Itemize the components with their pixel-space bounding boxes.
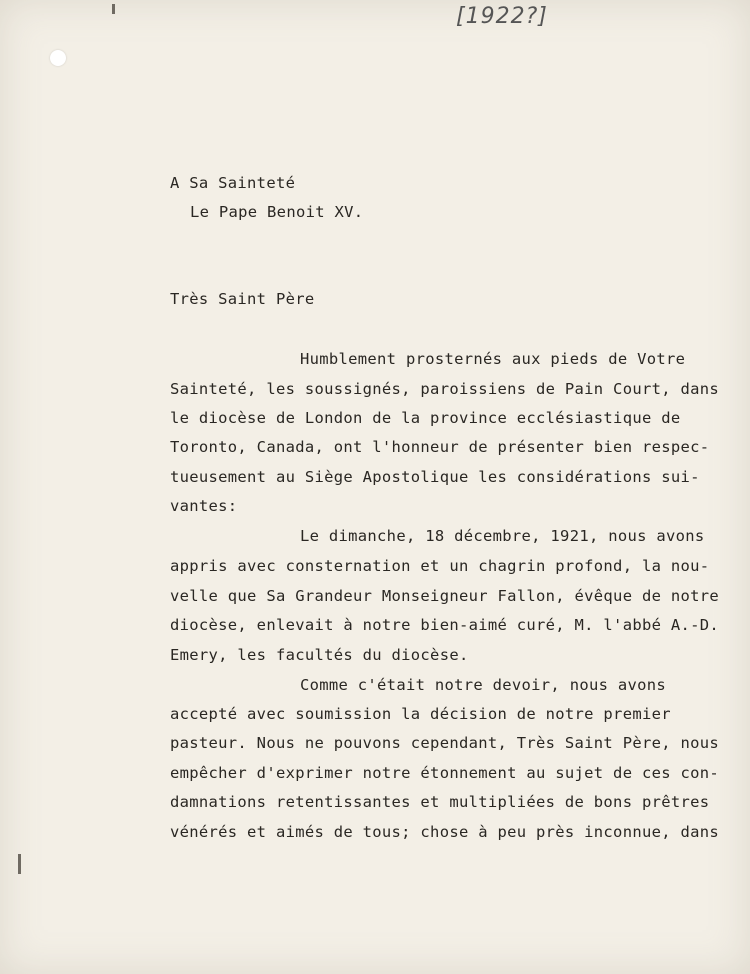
body-line: appris avec consternation et un chagrin profond, la nou- [170, 557, 710, 575]
body-line: Comme c'était notre devoir, nous avons [300, 676, 667, 694]
body-line: Toronto, Canada, ont l'honneur de présenter bien respec- [170, 438, 710, 456]
margin-mark [18, 854, 21, 874]
body-line: diocèse, enlevait à notre bien-aimé curé, M. l'abbé A.-D. [170, 616, 720, 634]
body-line: empêcher d'exprimer notre étonnement au sujet de ces con- [170, 764, 720, 782]
body-line: Le dimanche, 18 décembre, 1921, nous avons [300, 527, 705, 545]
body-line: pasteur. Nous ne pouvons cependant, Très Saint Père, nous [170, 734, 720, 752]
body-line: Humblement prosternés aux pieds de Votre [300, 350, 686, 368]
body-line: velle que Sa Grandeur Monseigneur Fallon, évêque de notre [170, 587, 720, 605]
punch-hole [50, 50, 66, 66]
body-line: tueusement au Siège Apostolique les considérations sui- [170, 468, 700, 486]
body-line: vénérés et aimés de tous; chose à peu près inconnue, dans [170, 823, 720, 841]
addressee-line-1: A Sa Sainteté [170, 174, 296, 192]
archival-annotation: [1922?] [456, 4, 548, 29]
body-line: Emery, les facultés du diocèse. [170, 646, 469, 664]
greeting: Très Saint Père [170, 290, 315, 308]
body-line: le diocèse de London de la province ecclésiastique de [170, 409, 681, 427]
addressee-line-2: Le Pape Benoit XV. [190, 203, 364, 221]
body-line: accepté avec soumission la décision de notre premier [170, 705, 671, 723]
margin-mark [112, 4, 115, 14]
body-line: damnations retentissantes et multipliées de bons prêtres [170, 793, 710, 811]
body-line: Sainteté, les soussignés, paroissiens de Pain Court, dans [170, 380, 720, 398]
body-line: vantes: [170, 497, 238, 515]
